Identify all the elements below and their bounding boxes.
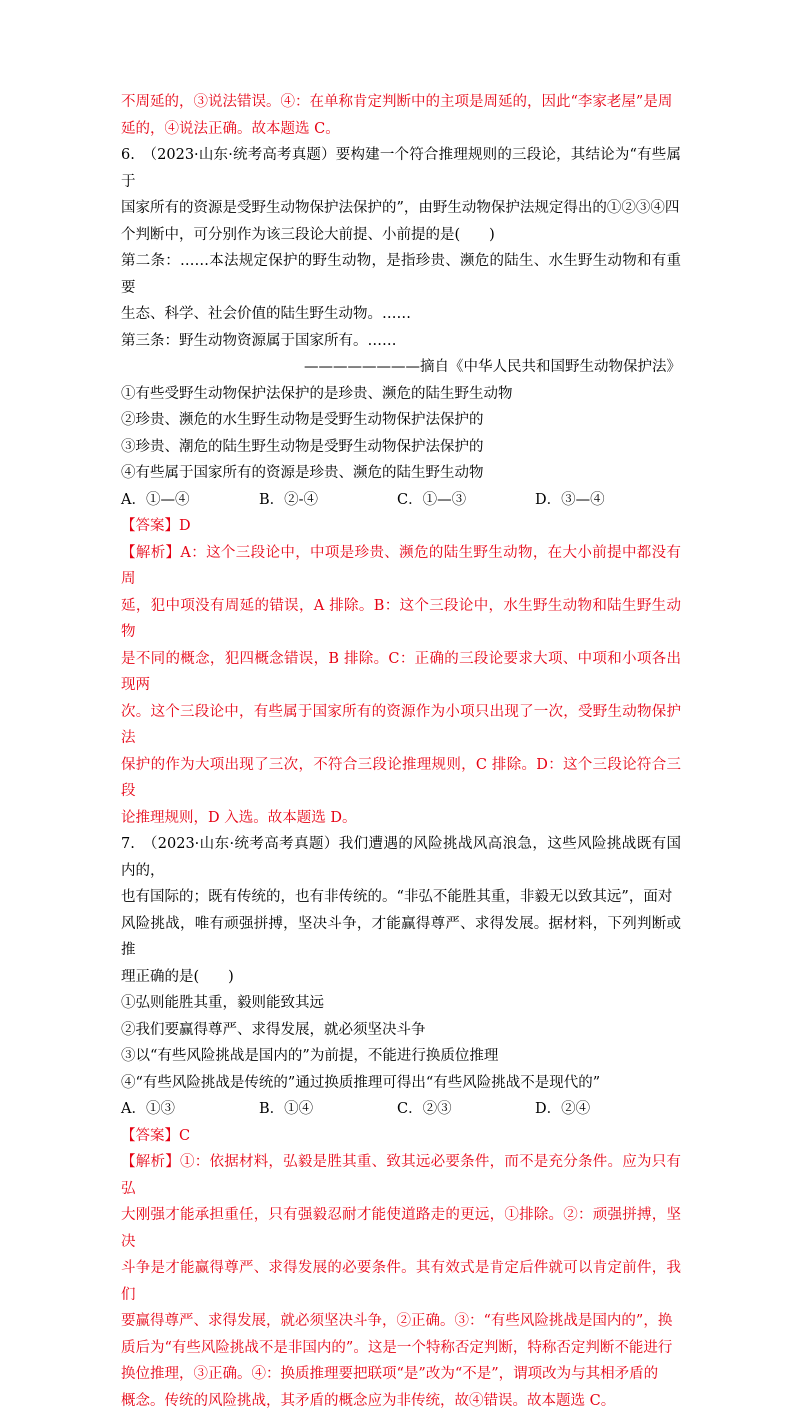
- material-line: 生态、科学、社会价值的陆生野生动物。……: [121, 301, 681, 328]
- carry-over-line: 不周延的，③说法错误。④：在单称肯定判断中的主项是周延的，因此“李家老屋”是周: [121, 89, 681, 116]
- analysis-line: 是不同的概念，犯四概念错误，B 排除。C：正确的三段论要求大项、中项和小项各出现两: [121, 646, 681, 699]
- option-d: D．③—④: [535, 487, 605, 514]
- analysis-line: 【解析】A：这个三段论中，中项是珍贵、濒危的陆生野生动物，在大小前提中都没有周: [121, 540, 681, 593]
- question-stem-line: 个判断中，可分别作为该三段论大前提、小前提的是( ): [121, 222, 681, 249]
- statement: ③珍贵、潮危的陆生野生动物是受野生动物保护法保护的: [121, 434, 681, 461]
- analysis-line: 斗争是才能赢得尊严、求得发展的必要条件。其有效式是肯定后件就可以肯定前件，我们: [121, 1255, 681, 1308]
- carry-over-line: 延的，④说法正确。故本题选 C。: [121, 116, 681, 143]
- answer-label: 【答案】C: [121, 1123, 681, 1150]
- options-row: [121, 1096, 681, 1123]
- analysis-line: 次。这个三段论中，有些属于国家所有的资源作为小项只出现了一次，受野生动物保护法: [121, 699, 681, 752]
- analysis-line: 延，犯中项没有周延的错误，A 排除。B：这个三段论中，水生野生动物和陆生野生动物: [121, 593, 681, 646]
- option-b: B．②-④: [259, 487, 397, 514]
- question-stem-line: 6. （2023·山东·统考高考真题）要构建一个符合推理规则的三段论，其结论为“有些属于: [121, 142, 681, 195]
- question-stem-line: 7. （2023·山东·统考高考真题）我们遭遇的风险挑战风高浪急，这些风险挑战既有国内的，: [121, 831, 681, 884]
- question-stem-line: 国家所有的资源是受野生动物保护法保护的”，由野生动物保护法规定得出的①②③④四: [121, 195, 681, 222]
- analysis-line: 【解析】①：依据材料，弘毅是胜其重、致其远必要条件，而不是充分条件。应为只有弘: [121, 1149, 681, 1202]
- material-line: 第二条：……本法规定保护的野生动物，是指珍贵、濒危的陆生、水生野生动物和有重要: [121, 248, 681, 301]
- question-stem-line: 理正确的是( ): [121, 964, 681, 991]
- statement: ②我们要赢得尊严、求得发展，就必须坚决斗争: [121, 1017, 681, 1044]
- statement: ①弘则能胜其重，毅则能致其远: [121, 990, 681, 1017]
- option-b: B．①④: [259, 1096, 397, 1123]
- options-row: [121, 487, 681, 514]
- question-stem-line: 风险挑战，唯有顽强拼搏，坚决斗争，才能赢得尊严、求得发展。据材料，下列判断或推: [121, 911, 681, 964]
- analysis-line: 论推理规则，D 入选。故本题选 D。: [121, 805, 681, 832]
- option-c: C．②③: [397, 1096, 535, 1123]
- analysis-line: 大刚强才能承担重任，只有强毅忍耐才能使道路走的更远，①排除。②：顽强拼搏，坚决: [121, 1202, 681, 1255]
- answer-label: 【答案】D: [121, 513, 681, 540]
- analysis-line: 概念。传统的风险挑战，其矛盾的概念应为非传统，故④错误。故本题选 C。: [121, 1388, 681, 1414]
- option-c: C．①—③: [397, 487, 535, 514]
- analysis-line: 要赢得尊严、求得发展，就必须坚决斗争，②正确。③：“有些风险挑战是国内的”，换: [121, 1308, 681, 1335]
- page-content: [121, 89, 681, 1414]
- material-line: 第三条：野生动物资源属于国家所有。……: [121, 328, 681, 355]
- statement: ④有些属于国家所有的资源是珍贵、濒危的陆生野生动物: [121, 460, 681, 487]
- option-d: D．②④: [535, 1096, 590, 1123]
- option-a: A．①③: [121, 1096, 259, 1123]
- statement: ③以“有些风险挑战是国内的”为前提，不能进行换质位推理: [121, 1043, 681, 1070]
- statement: ④“有些风险挑战是传统的”通过换质推理可得出“有些风险挑战不是现代的”: [121, 1070, 681, 1097]
- material-source: ————————摘自《中华人民共和国野生动物保护法》: [121, 354, 681, 381]
- option-a: A．①—④: [121, 487, 259, 514]
- analysis-line: 换位推理，③正确。④：换质推理要把联项“是”改为“不是”，谓项改为与其相矛盾的: [121, 1361, 681, 1388]
- statement: ①有些受野生动物保护法保护的是珍贵、濒危的陆生野生动物: [121, 381, 681, 408]
- statement: ②珍贵、濒危的水生野生动物是受野生动物保护法保护的: [121, 407, 681, 434]
- question-stem-line: 也有国际的；既有传统的，也有非传统的。“非弘不能胜其重，非毅无以致其远”，面对: [121, 884, 681, 911]
- analysis-line: 质后为“有些风险挑战不是非国内的”。这是一个特称否定判断，特称否定判断不能进行: [121, 1335, 681, 1362]
- analysis-line: 保护的作为大项出现了三次，不符合三段论推理规则，C 排除。D：这个三段论符合三段: [121, 752, 681, 805]
